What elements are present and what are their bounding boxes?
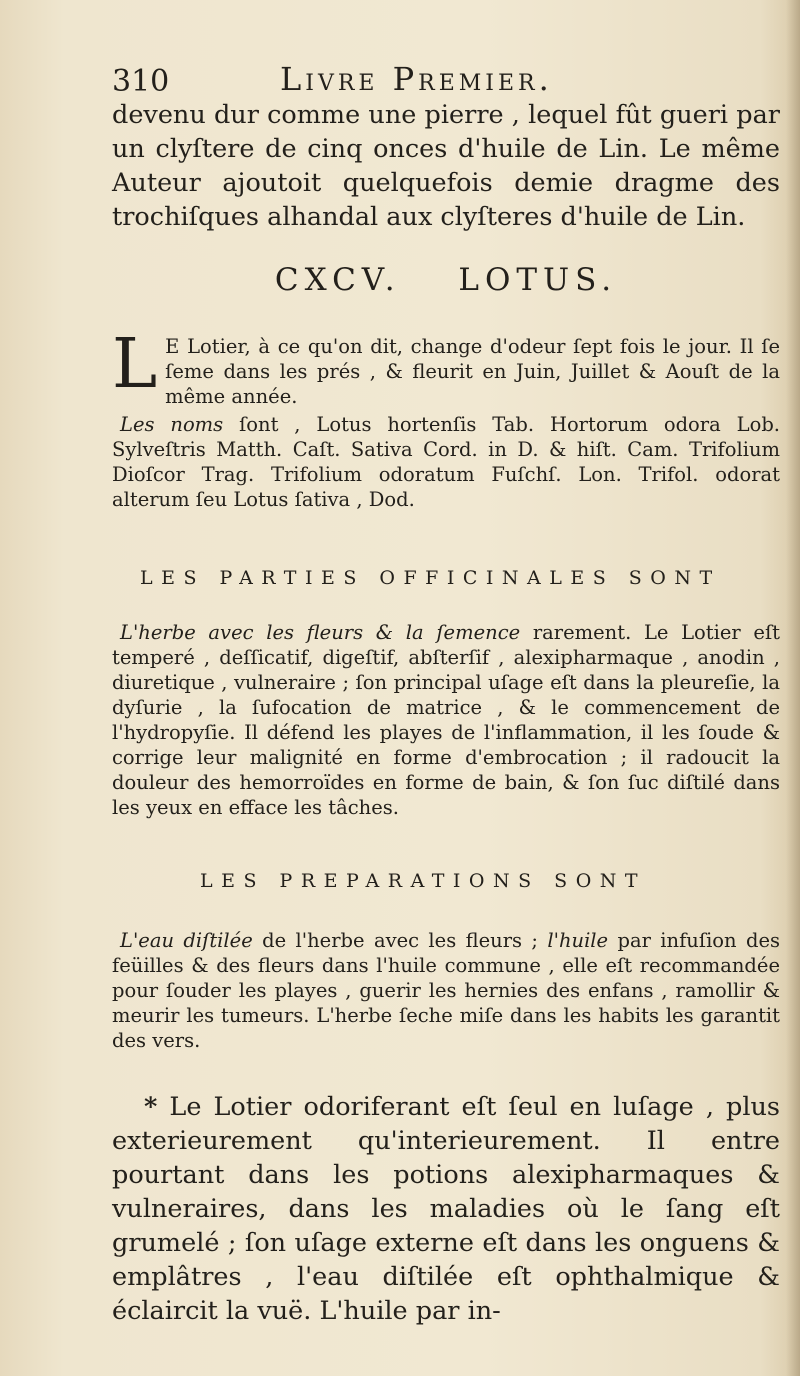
running-head <box>112 60 632 100</box>
page-edge-shadow <box>786 0 800 1376</box>
intro-paragraph <box>112 98 780 234</box>
parties-paragraph <box>112 620 780 820</box>
parties-heading: LES PARTIES OFFICINALES SONT <box>140 567 721 589</box>
names-lead: Les noms <box>120 413 224 436</box>
preparations-paragraph <box>112 928 780 1053</box>
names-text: ſont , Lotus hortenſis Tab. Hortorum odora Lob. Sylveſtris Matth. Caſt. Sativa Cord. in D. & hiſt. Cam. Trifolium Dioſcor Trag. Trifolium odoratum Fuſchſ. Lon. Trifol. odorat alterum ſeu Lotus ſativa , Dod. <box>112 413 780 511</box>
page-number: 310 <box>112 64 170 99</box>
asterisk-mark: * <box>144 1092 158 1122</box>
parties-text: rarement. Le Lotier eſt temperé , deſſicatif, digeſtif, abſterſif , alexipharmaque , anodin , diuretique , vulneraire ; ſon principal uſage eſt dans la pleureſie, la dyſurie , la ſufocation de matrice , & le commencement de l'hydropyſie. Il défend les playes de l'inflammation, il les ſoude & corrige leur malignité en forme d'embrocation ; il radoucit la douleur des hemorroïdes en forme de bain, & ſon ſuc diſtilé dans les yeux en efface les tâches. <box>112 621 780 819</box>
running-title: Livre Premier. <box>280 60 553 98</box>
drop-cap: L <box>112 325 158 404</box>
section-name: LOTUS. <box>458 262 618 298</box>
description-paragraph <box>112 325 780 409</box>
intro-text: devenu dur comme une pierre , lequel fût gueri par un clyſtere de cinq onces d'huile de Lin. Le même Auteur ajoutoit quelquefois demie dragme des trochiſques alhandal aux clyſteres d'huile de Lin. <box>112 100 780 232</box>
prep-lead-eau: L'eau diſtilée <box>120 929 253 952</box>
prep-text-1: de l'herbe avec les fleurs ; <box>252 929 548 952</box>
prep-lead-huile: l'huile <box>547 929 609 952</box>
section-heading <box>112 262 780 298</box>
parties-lead: L'herbe avec les fleurs & la ſemence <box>120 621 521 644</box>
preparations-heading: LES PREPARATIONS SONT <box>200 870 647 892</box>
section-number: CXCV. <box>274 262 401 298</box>
note-text: Le Lotier odoriferant eſt ſeul en luſage , plus exterieurement qu'interieurement. Il entre pourtant dans les potions alexipharmaques & vulneraires, dans les maladies où le ſang eſt grumelé ; ſon uſage externe eſt dans les onguens & emplâtres , l'eau diſtilée eſt ophthalmique & éclaircit la vuë. L'huile par in- <box>112 1092 780 1326</box>
names-paragraph <box>112 412 780 512</box>
note-paragraph <box>112 1090 780 1328</box>
description-text: E Lotier, à ce qu'on dit, change d'odeur ſept fois le jour. Il ſe ſeme dans les prés , & fleurit en Juin, Juillet & Aouſt de la même année. <box>165 335 780 408</box>
prep-text-2: par infuſion des feüilles & des fleurs dans l'huile commune , elle eſt recommandée pour ſouder les playes , guerir les hernies des enfans , ramollir & meurir les tumeurs. L'herbe ſeche miſe dans les habits les garantit des vers. <box>112 929 781 1052</box>
